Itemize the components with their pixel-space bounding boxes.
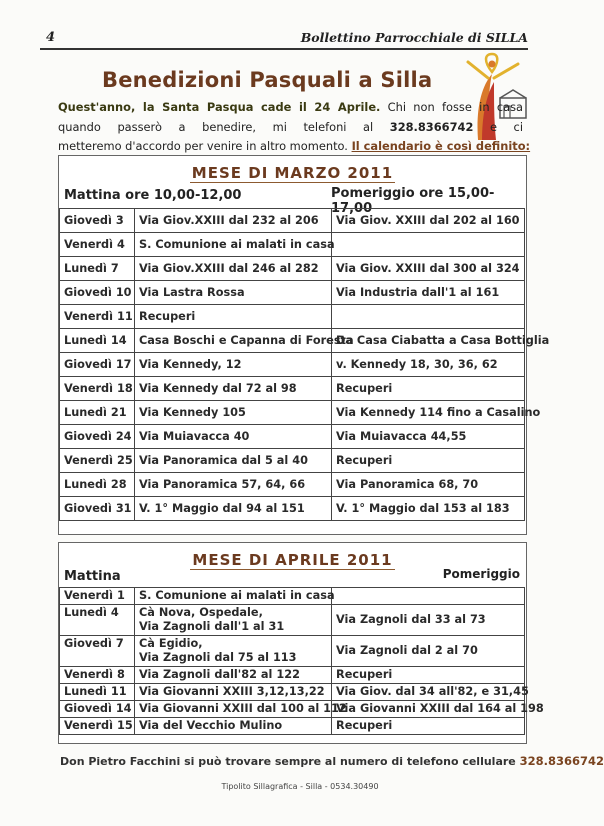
afternoon-cell: [332, 588, 525, 605]
day-cell: Venerdì 15: [60, 718, 135, 735]
morning-cell: S. Comunione ai malati in casa: [135, 233, 332, 257]
day-cell: Venerdì 11: [60, 305, 135, 329]
afternoon-cell: Via Giov. XXIII dal 300 al 324: [332, 257, 525, 281]
march-schedule-row: [60, 353, 525, 377]
day-cell: Venerdì 25: [60, 449, 135, 473]
afternoon-cell: Via Kennedy 114 fino a Casalino: [332, 401, 525, 425]
page-title: Benedizioni Pasquali a Silla: [102, 68, 433, 92]
afternoon-cell: [332, 305, 525, 329]
day-cell: Giovedì 7: [60, 636, 135, 667]
april-schedule-row: [60, 667, 525, 684]
april-table: [59, 587, 544, 735]
april-schedule-row: [60, 701, 525, 718]
april-title: MESE DI APRILE 2011: [192, 551, 393, 569]
march-schedule-row: [60, 281, 525, 305]
day-cell: Lunedì 11: [60, 684, 135, 701]
afternoon-cell: Recuperi: [332, 377, 525, 401]
day-cell: Giovedì 3: [60, 209, 135, 233]
day-cell: Lunedì 28: [60, 473, 135, 497]
day-cell: Giovedì 31: [60, 497, 135, 521]
day-cell: Giovedì 24: [60, 425, 135, 449]
morning-cell: Via Lastra Rossa: [135, 281, 332, 305]
morning-cell: Via Giovanni XXIII dal 100 al 112: [135, 701, 332, 718]
morning-cell: Casa Boschi e Capanna di Foresta: [135, 329, 332, 353]
march-schedule-row: [60, 401, 525, 425]
april-afternoon-label: Pomeriggio: [442, 567, 520, 581]
morning-cell: Via del Vecchio Mulino: [135, 718, 332, 735]
march-schedule-row: [60, 329, 525, 353]
day-cell: Venerdì 18: [60, 377, 135, 401]
afternoon-cell: Via Giovanni XXIII dal 164 al 198: [332, 701, 525, 718]
day-cell: Giovedì 14: [60, 701, 135, 718]
afternoon-cell: Via Panoramica 68, 70: [332, 473, 525, 497]
day-cell: Venerdì 8: [60, 667, 135, 684]
march-schedule-row: [60, 497, 525, 521]
day-cell: Lunedì 21: [60, 401, 135, 425]
april-schedule-row: [60, 718, 525, 735]
intro-paragraph: [58, 98, 531, 157]
day-cell: Giovedì 17: [60, 353, 135, 377]
morning-cell: S. Comunione ai malati in casa: [135, 588, 332, 605]
page-header: [40, 28, 528, 48]
morning-cell: Via Giov.XXIII dal 246 al 282: [135, 257, 332, 281]
april-morning-label: Mattina: [64, 569, 121, 584]
morning-cell: Via Kennedy 105: [135, 401, 332, 425]
afternoon-cell: Recuperi: [332, 667, 525, 684]
morning-cell: Via Panoramica dal 5 al 40: [135, 449, 332, 473]
afternoon-cell: Via Industria dall'1 al 161: [332, 281, 525, 305]
april-schedule-box: [58, 542, 544, 744]
header-divider: [40, 48, 528, 50]
march-schedule-box: [58, 155, 550, 535]
printer-credit: Tipolito Sillagrafica - Silla - 0534.30490: [221, 782, 379, 791]
march-morning-label: Mattina ore 10,00-12,00: [64, 188, 242, 203]
afternoon-cell: Via Zagnoli dal 33 al 73: [332, 605, 525, 636]
march-schedule-row: [60, 449, 525, 473]
morning-cell: Via Panoramica 57, 64, 66: [135, 473, 332, 497]
march-title: MESE DI MARZO 2011: [191, 164, 394, 182]
page-number: 4: [46, 30, 56, 45]
march-schedule-row: [60, 257, 525, 281]
afternoon-cell: Via Zagnoli dal 2 al 70: [332, 636, 525, 667]
march-schedule-row: [60, 305, 525, 329]
afternoon-cell: Via Giov. XXIII dal 202 al 160: [332, 209, 525, 233]
morning-cell: Via Kennedy dal 72 al 98: [135, 377, 332, 401]
afternoon-cell: Recuperi: [332, 449, 525, 473]
contact-footer: Don Pietro Facchini si può trovare sempre al numero di telefono cellulare 328.8366742: [60, 754, 604, 768]
afternoon-cell: [332, 233, 525, 257]
april-schedule-row: [60, 605, 525, 636]
calendar-link-text: Il calendario è così definito:: [351, 139, 531, 153]
afternoon-cell: v. Kennedy 18, 30, 36, 62: [332, 353, 525, 377]
day-cell: Giovedì 10: [60, 281, 135, 305]
morning-cell: Via Zagnoli dall'82 al 122: [135, 667, 332, 684]
march-afternoon-label: Pomeriggio ore 15,00-17,00: [331, 186, 495, 216]
day-cell: Lunedì 7: [60, 257, 135, 281]
march-schedule-row: [60, 377, 525, 401]
afternoon-cell: Via Muiavacca 44,55: [332, 425, 525, 449]
april-schedule-row: [60, 684, 525, 701]
march-schedule-row: [60, 473, 525, 497]
morning-cell: Cà Egidio, Via Zagnoli dal 75 al 113: [135, 636, 332, 667]
contact-phone: 328.8366742: [519, 754, 604, 768]
march-table: [59, 208, 550, 521]
day-cell: Venerdì 4: [60, 233, 135, 257]
afternoon-cell: V. 1° Maggio dal 153 al 183: [332, 497, 525, 521]
day-cell: Lunedì 4: [60, 605, 135, 636]
afternoon-cell: Da Casa Ciabatta a Casa Bottiglia: [332, 329, 525, 353]
afternoon-cell: Recuperi: [332, 718, 525, 735]
morning-cell: V. 1° Maggio dal 94 al 151: [135, 497, 332, 521]
morning-cell: Via Muiavacca 40: [135, 425, 332, 449]
april-schedule-row: [60, 636, 525, 667]
march-schedule-row: [60, 233, 525, 257]
march-schedule-row: [60, 209, 525, 233]
april-schedule-row: [60, 588, 525, 605]
intro-line-1: Quest'anno, la Santa Pasqua cade il 24 Aprile. Chi non fosse in casa: [58, 100, 523, 114]
intro-line-2: quando passerò a benedire, mi telefoni al 328.8366742 e ci: [58, 119, 523, 134]
march-schedule-row: [60, 425, 525, 449]
publication-title: Bollettino Parrocchiale di SILLA: [300, 30, 528, 45]
morning-cell: Recuperi: [135, 305, 332, 329]
morning-cell: Via Giovanni XXIII 3,12,13,22: [135, 684, 332, 701]
day-cell: Lunedì 14: [60, 329, 135, 353]
afternoon-cell: Via Giov. dal 34 all'82, e 31,45: [332, 684, 525, 701]
morning-cell: Cà Nova, Ospedale, Via Zagnoli dall'1 al 31: [135, 605, 332, 636]
intro-line-3: metteremo d'accordo per venire in altro momento. Il calendario è così definito:: [58, 139, 531, 153]
morning-cell: Via Kennedy, 12: [135, 353, 332, 377]
morning-cell: Via Giov.XXIII dal 232 al 206: [135, 209, 332, 233]
day-cell: Venerdì 1: [60, 588, 135, 605]
